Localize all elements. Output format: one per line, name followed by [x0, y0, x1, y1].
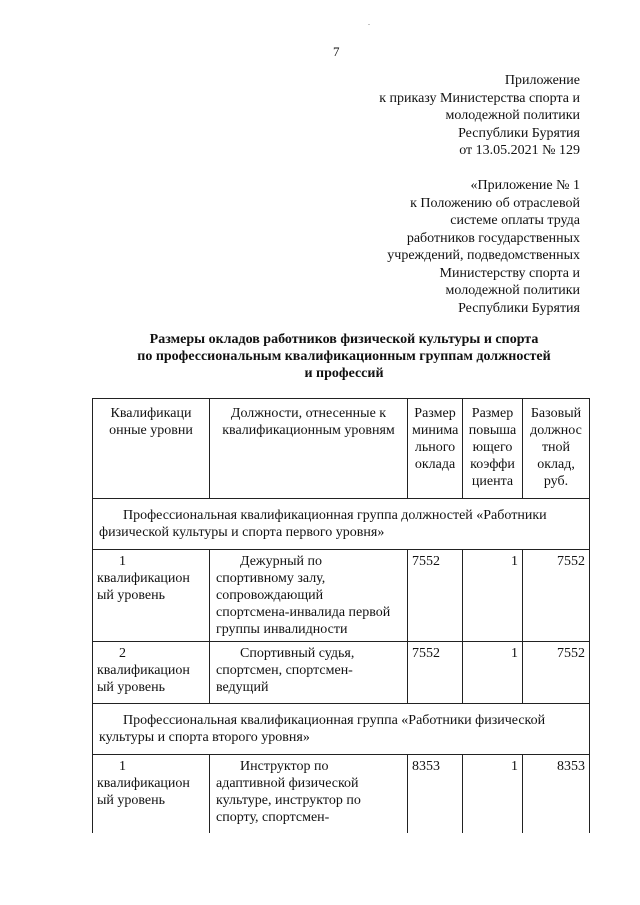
base-salary-cell: 7552	[523, 550, 590, 642]
position-line: спортивному залу,	[216, 571, 326, 586]
qualification-level-cell	[93, 550, 210, 642]
qualification-level-cell	[93, 642, 210, 704]
appendix1-line: системе оплаты труда	[450, 213, 580, 228]
table-header-row	[93, 399, 590, 499]
appendix-line: молодежной политики	[445, 108, 580, 123]
group-row-second-level	[93, 704, 590, 755]
level-text: квалификацион	[97, 663, 190, 678]
position-line: адаптивной физической	[216, 776, 359, 791]
position-line: спорту, спортсмен-	[216, 810, 330, 825]
position-line: сопровождающий	[216, 588, 324, 603]
table-row	[93, 550, 590, 642]
header-positions	[210, 399, 408, 499]
positions-cell	[210, 550, 408, 642]
appendix1-line: «Приложение № 1	[470, 178, 580, 193]
salary-table	[92, 398, 590, 833]
title-line: и профессий	[304, 366, 384, 381]
group-line: Профессиональная квалификационная группа «Работники физической	[123, 713, 546, 728]
appendix1-line: Министерству спорта и	[439, 265, 580, 281]
header-line: оклад,	[537, 457, 575, 472]
coefficient-cell: 1	[463, 642, 523, 704]
level-text: ый уровень	[97, 588, 166, 603]
level-number: 2	[119, 646, 126, 661]
header-base-salary	[523, 399, 590, 499]
level-text: ый уровень	[97, 793, 166, 808]
header-qualification-level	[93, 399, 210, 499]
page-number: 7	[333, 44, 340, 59]
appendix-line: Республики Бурятия	[458, 125, 580, 141]
level-text: ый уровень	[97, 680, 166, 695]
coefficient-cell: 1	[463, 755, 523, 834]
header-line: повыша	[468, 423, 517, 438]
header-line: оклада	[414, 457, 456, 472]
position-line: ведущий	[216, 680, 269, 695]
scan-mark: .	[368, 18, 370, 27]
header-line: онные уровни	[109, 423, 193, 438]
header-line: минима	[412, 423, 459, 438]
title-line: Размеры окладов работников физической культуры и спорта	[149, 332, 539, 347]
appendix1-line: работников государственных	[406, 230, 580, 246]
header-line: тной	[541, 440, 571, 455]
appendix-line: Приложение	[504, 73, 580, 88]
group-title	[93, 704, 590, 755]
position-line: спортсмен, спортсмен-	[216, 663, 353, 678]
document-title	[100, 331, 588, 382]
base-salary-cell: 8353	[523, 755, 590, 834]
appendix1-line: молодежной политики	[445, 283, 580, 298]
appendix1-line: учреждений, подведомственных	[387, 248, 580, 263]
qualification-level-cell	[93, 755, 210, 834]
appendix1-line: к Положению об отраслевой	[410, 195, 580, 211]
header-coefficient	[463, 399, 523, 499]
header-line: Размер	[414, 406, 456, 421]
header-line: Квалификаци	[110, 406, 192, 421]
header-line: коэффи	[470, 457, 515, 472]
group-line: Профессиональная квалификационная группа должностей «Работники	[123, 508, 547, 523]
header-line: Базовый	[530, 406, 582, 421]
position-line: культуре, инструктор по	[216, 793, 361, 808]
appendix-line: к приказу Министерства спорта и	[379, 90, 580, 106]
min-salary-cell: 7552	[408, 642, 463, 704]
position-line: Спортивный судья,	[240, 646, 355, 661]
appendix1-line: Республики Бурятия	[458, 300, 580, 316]
appendix-header	[379, 72, 580, 160]
level-text: квалификацион	[97, 571, 190, 586]
title-line: по профессиональным квалификационным группам должностей	[137, 349, 551, 364]
header-line: льного	[414, 440, 456, 455]
group-row-first-level	[93, 499, 590, 550]
group-line: физической культуры и спорта первого уровня»	[99, 525, 385, 540]
coefficient-cell: 1	[463, 550, 523, 642]
base-salary-cell: 7552	[523, 642, 590, 704]
table-row	[93, 642, 590, 704]
min-salary-cell: 7552	[408, 550, 463, 642]
header-line: циента	[471, 474, 514, 489]
table-row	[93, 755, 590, 834]
level-number: 1	[119, 554, 126, 569]
header-line: Должности, отнесенные к	[230, 406, 387, 421]
level-text: квалификацион	[97, 776, 190, 791]
header-line: руб.	[543, 474, 569, 489]
positions-cell	[210, 755, 408, 834]
header-line: должнос	[530, 423, 582, 438]
position-line: группы инвалидности	[216, 622, 348, 637]
position-line: Дежурный по	[240, 554, 322, 569]
appendix1-header	[387, 177, 580, 317]
header-line: квалификационным уровням	[222, 423, 395, 438]
header-min-salary	[408, 399, 463, 499]
header-line: Размер	[471, 406, 514, 421]
positions-cell	[210, 642, 408, 704]
position-line: Инструктор по	[240, 759, 329, 774]
position-line: спортсмена-инвалида первой	[216, 605, 391, 620]
appendix-line: от 13.05.2021 № 129	[459, 143, 580, 158]
header-line: ющего	[472, 440, 513, 455]
level-number: 1	[119, 759, 126, 774]
group-title	[93, 499, 590, 550]
min-salary-cell: 8353	[408, 755, 463, 834]
group-line: культуры и спорта второго уровня»	[99, 730, 310, 745]
